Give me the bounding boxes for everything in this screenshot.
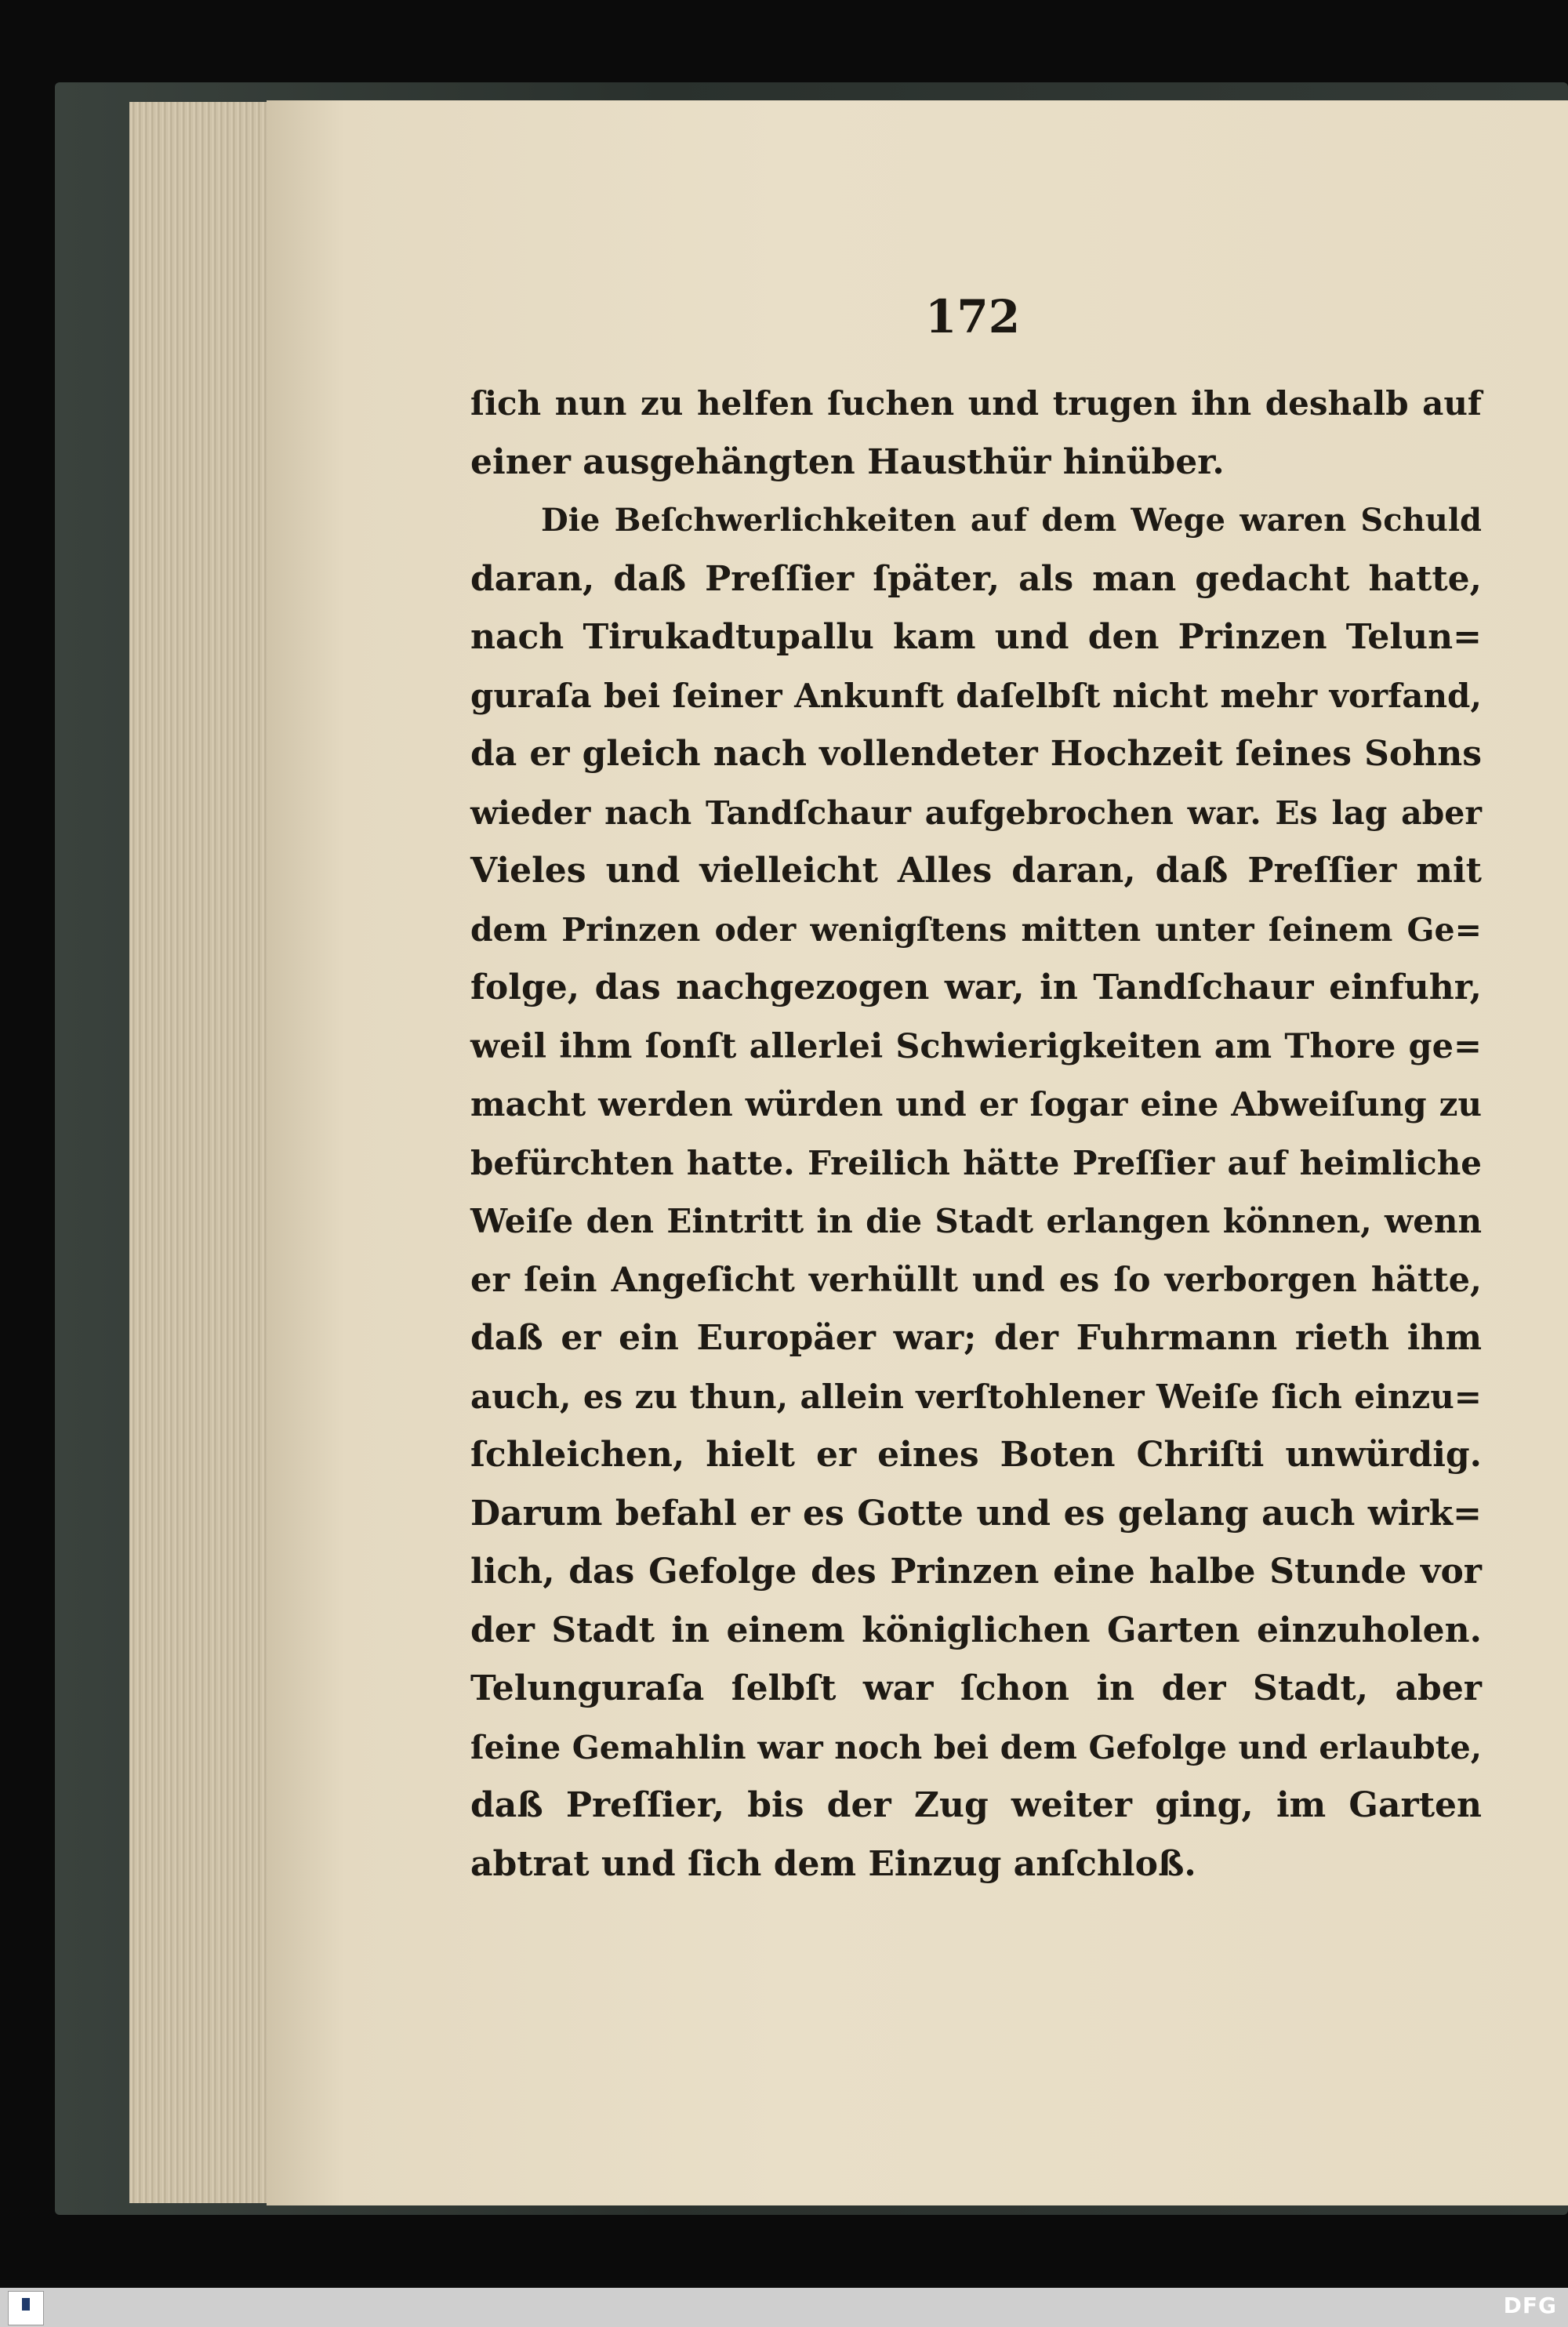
text-line: einer ausgehängten Hausthür hinüber. [470,441,1225,482]
text-line: da er gleich nach vollendeter Hochzeit ſeines Sohns [470,734,1482,774]
text-line: daran, daß Preſſier ſpäter, als man gedacht hatte, [470,558,1482,599]
dfg-logo: DFG [1503,2293,1557,2318]
text-line: macht werden würden und er ſogar eine Abweiſung zu [470,1085,1482,1124]
text-line: Vieles und vielleicht Alles daran, daß Preſſier mit [470,851,1482,891]
text-line: ſich nun zu helfen ſuchen und trugen ihn deshalb auf [470,384,1482,423]
text-line: abtrat und ſich dem Einzug anſchloß. [470,1843,1196,1884]
text-line: wieder nach Tandſchaur aufgebrochen war. Es lag aber [470,793,1482,832]
page-edges [129,102,270,2203]
text-line: folge, das nachgezogen war, in Tandſchaur einfuhr, [470,967,1482,1007]
text-line: nach Tirukadtupallu kam und den Prinzen Telun= [470,617,1482,657]
text-line: daß Preſſier, bis der Zug weiter ging, im Garten [470,1785,1482,1825]
text-line: der Stadt in einem königlichen Garten einzuholen. [470,1610,1482,1650]
text-line: ſchleichen, hielt er eines Boten Chriſti unwürdig. [470,1435,1482,1475]
text-line: lich, das Gefolge des Prinzen eine halbe Stunde vor [470,1552,1482,1592]
text-line: Telunguraſa ſelbſt war ſchon in der Stadt, aber [470,1668,1482,1708]
text-line: Die Beſchwerlichkeiten auf dem Wege waren Schuld [541,502,1482,539]
text-line: daß er ein Europäer war; der Fuhrmann rieth ihm [470,1318,1482,1358]
library-logo-icon [8,2291,44,2325]
text-line: Darum befahl er es Gotte und es gelang auch wirk= [470,1493,1482,1534]
text-line: er ſein Angeſicht verhüllt und es ſo verborgen hätte, [470,1260,1482,1300]
text-line: dem Prinzen oder wenigſtens mitten unter ſeinem Ge= [470,910,1482,949]
text-line: auch, es zu thun, allein verſtohlener Weiſe ſich einzu= [470,1377,1482,1416]
page-text [470,375,1482,1893]
text-line: befürchten hatte. Freilich hätte Preſſier auf heimliche [470,1143,1482,1182]
text-line: weil ihm ſonſt allerlei Schwierigkeiten am Thore ge= [470,1026,1482,1066]
text-line: Weiſe den Eintritt in die Stadt erlangen können, wenn [470,1202,1482,1240]
page-number: 172 [925,290,1021,343]
viewer-footer [0,2288,1568,2327]
text-line: ſeine Gemahlin war noch bei dem Gefolge und erlaubte, [470,1728,1482,1766]
text-line: guraſa bei ſeiner Ankunft daſelbſt nicht mehr vorfand, [470,676,1482,715]
